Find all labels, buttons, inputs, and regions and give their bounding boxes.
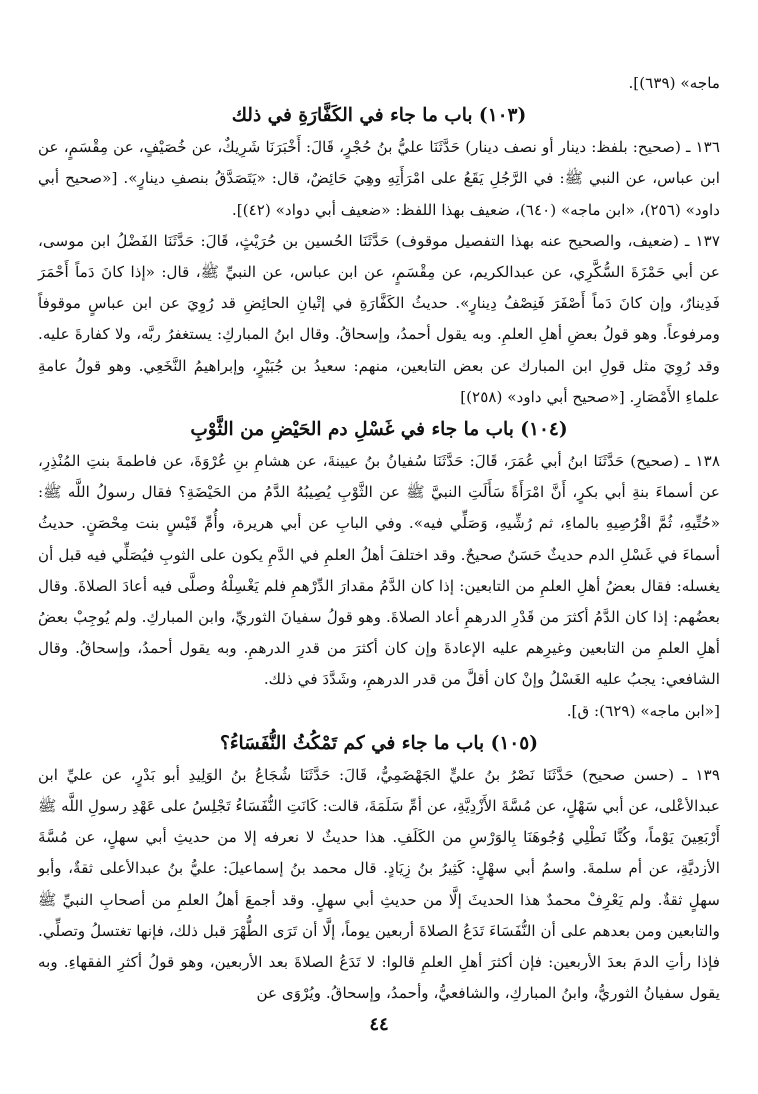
hadith-139: ١٣٩ ـ (حسن صحيح) حَدَّثَنَا نَصْرُ بنُ عليٍّ الجَهْضَمِيُّ، قَالَ: حَدَّثَنَا شُجَاعُ بنُ الوَلِيدِ أبو بَدْرٍ، عن عليِّ ابن عبدالأعْلى، عن أبي سَهْلٍ، عن مُسَّةَ الأَزْدِيَّةِ، عن أمِّ سَلَمَةَ، قالت: كَانَتِ النُّفَسَاءُ تَجْلِسُ على عَهْدِ رسولِ اللَّه ﷺ أَرْبَعِينَ يَوْماً، وكُنَّا نَطْلِي وُجُوهَنَا بِالوَرْسِ من الكَلَفِ. هذا حديثٌ لا نعرفه إلا من حديثِ أبي سهلٍ، عن مُسَّةَ الأزديَّةِ، عن أم سلمةَ. واسمُ أبي سهْلٍ: كَثِيرُ بنُ زِيَادٍ. قال محمد بنُ إسماعيلَ: عليُّ بنُ عبدالأعلى ثقةٌ، وأبو سهلٍ ثقةٌ. ولم يَعْرِفْ محمدٌ هذا الحديثَ إلَّا من حديثِ أبي سهلٍ. وقد أجمعَ أهلُ العلمِ من أصحابِ النبيِّ ﷺ والتابعين ومن بعدهم على أن النُّفَسَاءَ تَدَعُ الصلاةَ أربعين يوماً، إلَّا أن تَرَى الطُّهْرَ قبل ذلك، فإنها تغتسلُ وتصلِّي. فإذا رأتِ الدمَ بعدَ الأربعين: فإن أكثرَ أهلِ العلمِ قالوا: لا تَدَعُ الصلاةَ بعد الأربعين، وهو قولُ أكثرِ الفقهاءِ. وبه يقول سفيانُ الثوريُّ، وابنُ المباركِ، والشافعيُّ، وأحمدُ، وإسحاقُ. ويُرْوَى عن (38, 765, 720, 1003)
chapter-heading-103: (١٠٣) باب ما جاء في الكَفَّارَةِ في ذلك (231, 105, 527, 127)
hadith-138-reference: [«ابن ماجه» (٦٢٩): ق]. (566, 701, 720, 720)
hadith-137: ١٣٧ ـ (ضعيف، والصحيح عنه بهذا التفصيل موقوف) حَدَّثَنَا الحُسين بن حُرَيْثٍ، قَالَ: حَدَّثَنَا الفَضْلُ ابن موسى، عن أبي حَمْزَةَ السُّكَّرِي، عن عبدالكريم، عن مِقْسَمٍ، عن ابن عباس، عن النبيِّ ﷺ، قال: «إذا كانَ دَماً أَحْمَرَ فَدِينارٌ، وإن كانَ دَماً أَصْفَرَ فَنِصْفُ دِينارٍ». حديثُ الكَفَّارَةِ في إتْيانِ الحائِضِ قد رُوِيَ عن ابن عباسٍ موقوفاً ومرفوعاً. وهو قولُ بعضِ أهلِ العلمِ. وبه يقول أحمدُ، وإسحاقُ. وقال ابنُ المباركِ: يستغفرُ ربَّه، ولا كفارةَ عليه. وقد رُوِيَ مثل قولِ ابن المبارك عن بعض التابعين، منهم: سعيدُ بن جُبَيْرٍ، وإبراهيمُ النَّخَعِي. وهو قولُ عامةِ علماءِ الأَمْصَارِ. [«صحيح أبي داود» (٢٥٨)] (38, 231, 720, 406)
hadith-136: ١٣٦ ـ (صحيح: بلفظ: دينار أو نصف دينار) حَدَّثَنَا عليُّ بنُ حُجْرٍ، قَالَ: أَخْبَرَنَا شَرِيكٌ، عن خُصَيْفٍ، عن مِقْسَمٍ، عن ابن عباس، عن النبي ﷺ: في الرَّجُلِ يَقَعُ على امْرَأَتِهِ وهِيَ حَائِضٌ، قال: «يَتَصَدَّقُ بنصفِ دينارٍ». [«صحيح أبي داود» (٢٥٦)، «ابن ماجه» (٦٤٠)، ضعيف بهذا اللفظ: «ضعيف أبي دواد» (٤٢)]. (38, 138, 720, 219)
page-number: ٤٤ (369, 1014, 389, 1035)
hadith-138: ١٣٨ ـ (صحيح) حَدَّثَنَا ابنُ أبي عُمَرَ، قَالَ: حَدَّثَنَا سُفيانُ بنُ عيينةَ، عن هشامِ بنِ عُرْوَةَ، عن فاطمةَ بنتِ المُنْذِرِ، عن أسماءَ بنةِ أبي بكرٍ، أَنَّ امْرَأَةً سَأَلَتِ النبيَّ ﷺ عن الثَّوْبِ يُصِيبُهُ الدَّمُ من الحَيْضَةِ؟ فقال رسولُ اللَّه ﷺ: «حُتِّيهِ، ثُمَّ اقْرُصِيهِ بالماءِ، ثم رُشِّيهِ، وَصَلِّي فيه». وفي البابِ عن أبي هريرة، وأُمِّ قَيْسٍ بنت مِحْصَنٍ. حديثُ أسماءَ في غَسْلِ الدم حديثٌ حَسَنٌ صحيحٌ. وقد اختلفَ أهلُ العلمِ في الدَّمِ يكون على الثوبِ فيُصَلِّي فيه قبل أن يغسله: فقال بعضُ أهلِ العلمِ من التابعين: إذا كان الدَّمُ مقدارَ الدِّرْهمِ فلم يَغْسِلْهُ وصلَّى فيه أعادَ الصلاةَ. وقال بعضُهم: إذا كان الدَّمُ أكثرَ من قَدْرِ الدرهمِ أعاد الصلاةَ. وهو قولُ سفيانَ الثوريِّ، وابن المباركِ. ولم يُوجِبْ بعضُ أهلِ العلمِ من التابعين وغيرِهم عليه الإعادةَ وإن كان أكثرَ من قدرِ الدرهمِ. وبه يقول أحمدُ، وإسحاقُ. وقال الشافعي: يجبُ عليه الغَسْلُ وإنْ كان أقلَّ من قدر الدرهمِ، وشَدَّدَ في ذلك. (38, 452, 720, 689)
chapter-heading-104: (١٠٤) باب ما جاء في غَسْلِ دم الحَيْضِ من الثَّوْبِ (190, 419, 568, 441)
top-fragment: ماجه» (٦٣٩)]. (628, 74, 720, 92)
chapter-heading-105: (١٠٥) باب ما جاء في كم تَمْكُثُ النُّفَسَاءُ؟ (220, 732, 538, 754)
